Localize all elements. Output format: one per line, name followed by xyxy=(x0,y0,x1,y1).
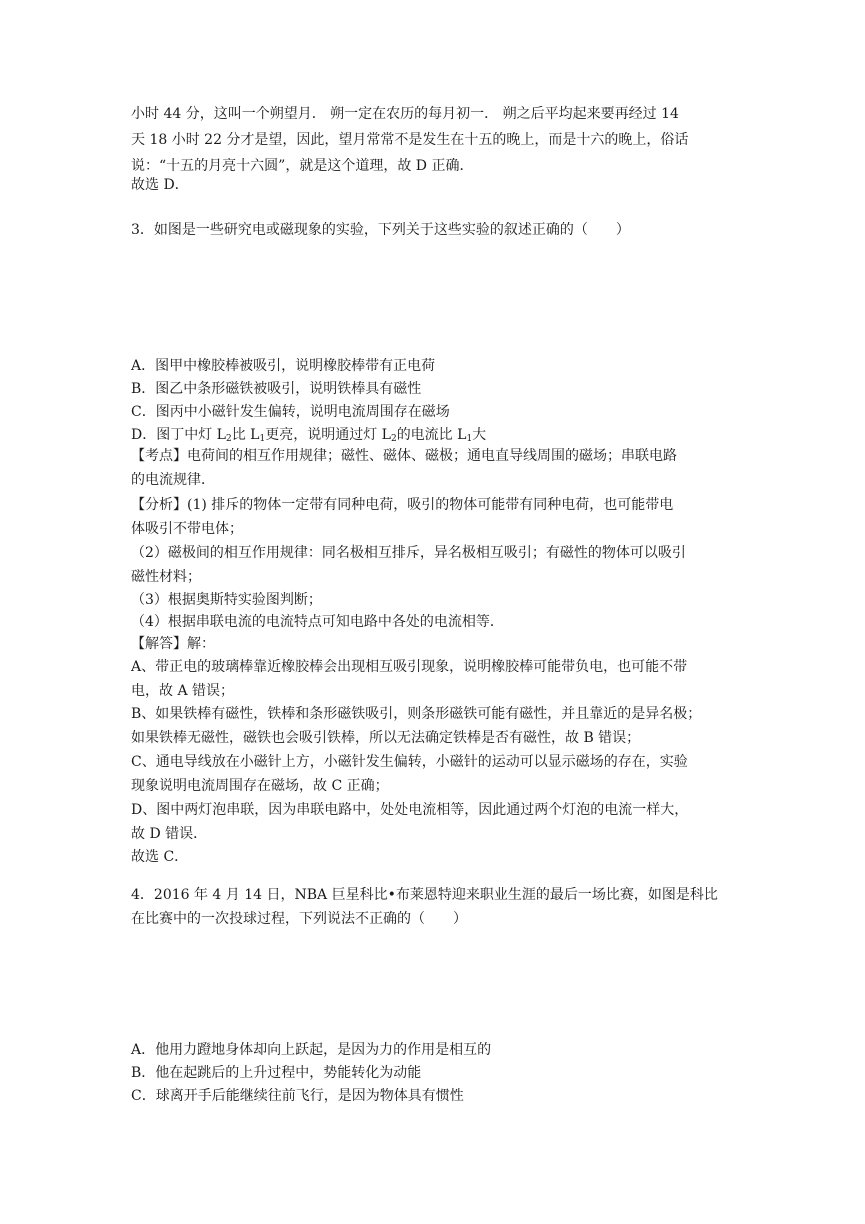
jieda-line: D、图中两灯泡串联，因为串联电路中，处处电流相等，因此通过两个灯泡的电流一样大， xyxy=(131,802,689,818)
jieda-line: C、通电导线放在小磁针上方，小磁针发生偏转，小磁针的运动可以显示磁场的存在，实验 xyxy=(131,754,688,770)
answer-line: 故选 C． xyxy=(131,849,189,865)
jieda-title: 【解答】解： xyxy=(131,636,215,652)
question-3-figure-area xyxy=(131,246,731,350)
question-3-option-b: B．图乙中条形磁铁被吸引，说明铁棒具有磁性 xyxy=(131,381,422,397)
fenxi-line: 体吸引不带电体； xyxy=(131,521,243,537)
fenxi-line: 磁性材料； xyxy=(131,569,201,585)
question-4-figure-area xyxy=(131,935,731,1035)
question-4-stem-line: 在比赛中的一次投球过程，下列说法不正确的（ ） xyxy=(131,911,467,927)
question-3-stem: 3．如图是一些研究电或磁现象的实验，下列关于这些实验的叙述正确的（ ） xyxy=(131,222,630,238)
analysis-line: 小时 44 分，这叫一个朔望月． 朔一定在农历的每月初一． 朔之后平均起来要再经过 14 xyxy=(131,106,679,122)
analysis-line: 天 18 小时 22 分才是望，因此，望月常常不是发生在十五的晚上，而是十六的晚上，俗话 xyxy=(131,132,689,148)
fenxi-line: （2）磁极间的相互作用规律：同名极相互排斥，异名极相互吸引；有磁性的物体可以吸引 xyxy=(131,545,686,561)
analysis-line: 说：“十五的月亮十六圆”，就是这个道理，故 D 正确． xyxy=(131,158,474,174)
kaodian-line: 【考点】电荷间的相互作用规律；磁性、磁体、磁极；通电直导线周围的磁场；串联电路 xyxy=(131,448,677,464)
fenxi-line: （3）根据奥斯特实验图判断； xyxy=(131,592,322,608)
answer-line: 故选 D． xyxy=(131,177,189,193)
jieda-line: B、如果铁棒有磁性，铁棒和条形磁铁吸引，则条形磁铁可能有磁性，并且靠近的是异名极； xyxy=(131,706,702,722)
jieda-line: 现象说明电流周围存在磁场，故 C 正确； xyxy=(131,778,389,794)
jieda-line: 如果铁棒无磁性，磁铁也会吸引铁棒，所以无法确定铁棒是否有磁性，故 B 错误； xyxy=(131,730,641,746)
jieda-line: A、带正电的玻璃棒靠近橡胶棒会出现相互吸引现象，说明橡胶棒可能带负电，也可能不带 xyxy=(131,659,688,675)
kaodian-line: 的电流规律． xyxy=(131,472,215,488)
jieda-line: 故 D 错误． xyxy=(131,826,208,842)
question-4-option-a: A．他用力蹬地身体却向上跃起，是因为力的作用是相互的 xyxy=(131,1042,492,1058)
question-3-option-d: D．图丁中灯 $L_2$比 $L_1$更亮，说明通过灯 $L_2$的电流比 $L_1$大 xyxy=(131,427,487,444)
question-4-stem-line: 4．2016 年 4 月 14 日，NBA 巨星科比•布莱恩特迎来职业生涯的最后一场比赛，如图是科比 xyxy=(131,887,718,903)
fenxi-line: 【分析】(1) 排斥的物体一定带有同种电荷，吸引的物体可能带有同种电荷，也可能带电 xyxy=(131,497,674,513)
jieda-line: 电，故 A 错误； xyxy=(131,683,235,699)
question-4-option-b: B．他在起跳后的上升过程中，势能转化为动能 xyxy=(131,1065,422,1081)
question-4-option-c: C．球离开手后能继续往前飞行，是因为物体具有惯性 xyxy=(131,1088,464,1104)
question-3-option-a: A．图甲中橡胶棒被吸引，说明橡胶棒带有正电荷 xyxy=(131,358,436,374)
question-3-option-c: C．图丙中小磁针发生偏转，说明电流周围存在磁场 xyxy=(131,404,450,420)
fenxi-line: （4）根据串联电流的电流特点可知电路中各处的电流相等． xyxy=(131,614,504,630)
